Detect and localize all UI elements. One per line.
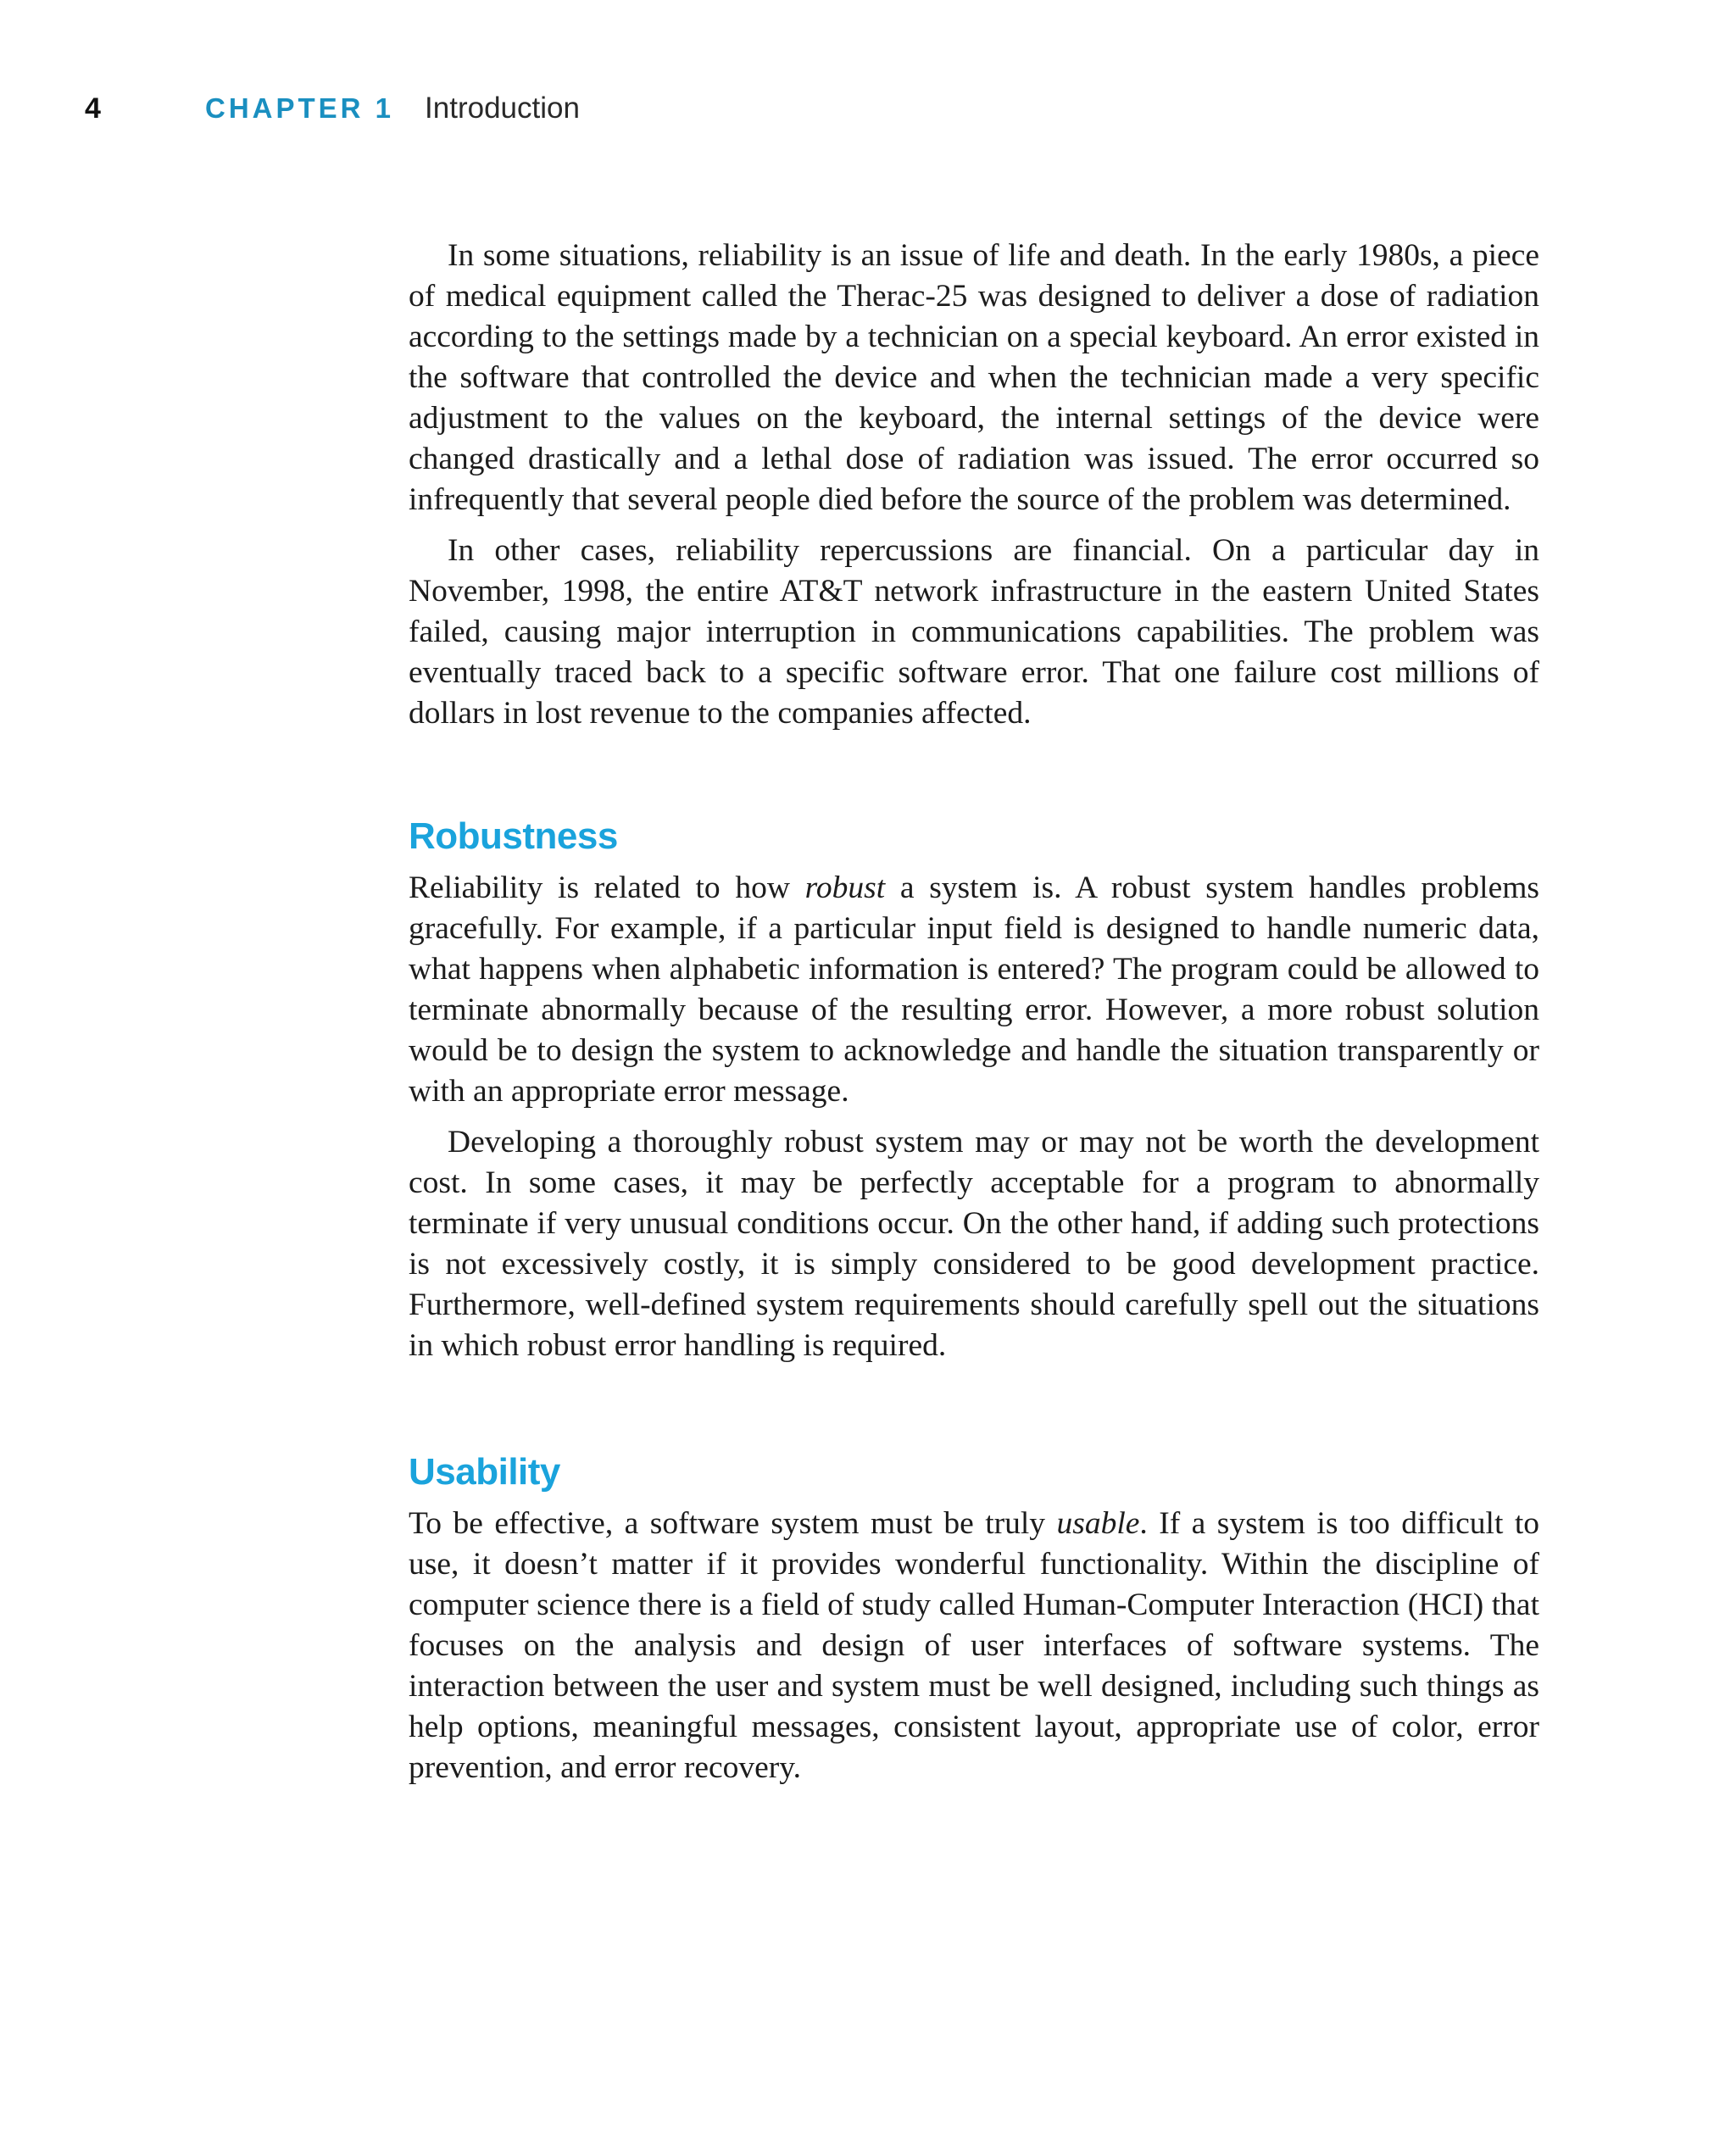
usability-p1-text-a: To be effective, a software system must be truly: [409, 1506, 1057, 1541]
robustness-p1-text-b: a system is. A robust system handles problems gracefully. For example, if a particular input field is designed to handle numeric data, what happens when alphabetic information is entered? The program could be allowed to terminate abnormally because of the resulting error. However, a more robust solution would be to design the system to acknowledge and handle the situation transparently or with an appropriate error message.: [409, 870, 1539, 1109]
chapter-title: Introduction: [425, 92, 580, 125]
usability-p1-text-b: . If a system is too difficult to use, it doesn’t matter if it provides wonderful functionality. Within the discipline of computer science there is a field of study called Human-Computer Interaction (HCI) that focuses on the analysis and design of user interfaces of software systems. The interaction between the user and system must be well designed, including such things as help options, meaningful messages, consistent layout, appropriate use of color, error prevention, and error recovery.: [409, 1506, 1539, 1785]
section-heading-usability: Usability: [409, 1451, 560, 1493]
robustness-paragraph-1: [409, 868, 1539, 1112]
intro-paragraph-therac: In some situations, reliability is an issue of life and death. In the early 1980s, a piece of medical equipment called the Therac-25 was designed to deliver a dose of radiation according to the settings made by a technician on a special keyboard. An error existed in the software that controlled the device and when the technician made a very specific adjustment to the values on the keyboard, the internal settings of the device were changed drastically and a lethal dose of radiation was issued. The error occurred so infrequently that several people died before the source of the problem was determined.: [409, 238, 1539, 517]
section-heading-robustness: Robustness: [409, 815, 618, 857]
running-head: [85, 92, 580, 134]
usability-paragraph-1: [409, 1504, 1539, 1788]
page-number: 4: [85, 92, 101, 125]
page-body: [409, 236, 1539, 1799]
robustness-paragraph-2: Developing a thoroughly robust system may or may not be worth the development cost. In some cases, it may be perfectly acceptable for a program to abnormally terminate if very unusual conditions occur. On the other hand, if adding such protections is not excessively costly, it is simply considered to be good development practice. Furthermore, well-defined system requirements should carefully spell out the situations in which robust error handling is required.: [409, 1125, 1539, 1363]
chapter-label: CHAPTER 1: [205, 92, 395, 124]
robustness-p1-text-a: Reliability is related to how: [409, 870, 805, 905]
robustness-p1-emphasis: robust: [804, 870, 886, 905]
intro-paragraph-att: In other cases, reliability repercussions are financial. On a particular day in November, 1998, the entire AT&T network infrastructure in the eastern United States failed, causing major interruption in communications capabilities. The problem was eventually traced back to a specific software error. That one failure cost millions of dollars in lost revenue to the companies affected.: [409, 533, 1539, 731]
usability-p1-emphasis: usable: [1056, 1506, 1140, 1541]
